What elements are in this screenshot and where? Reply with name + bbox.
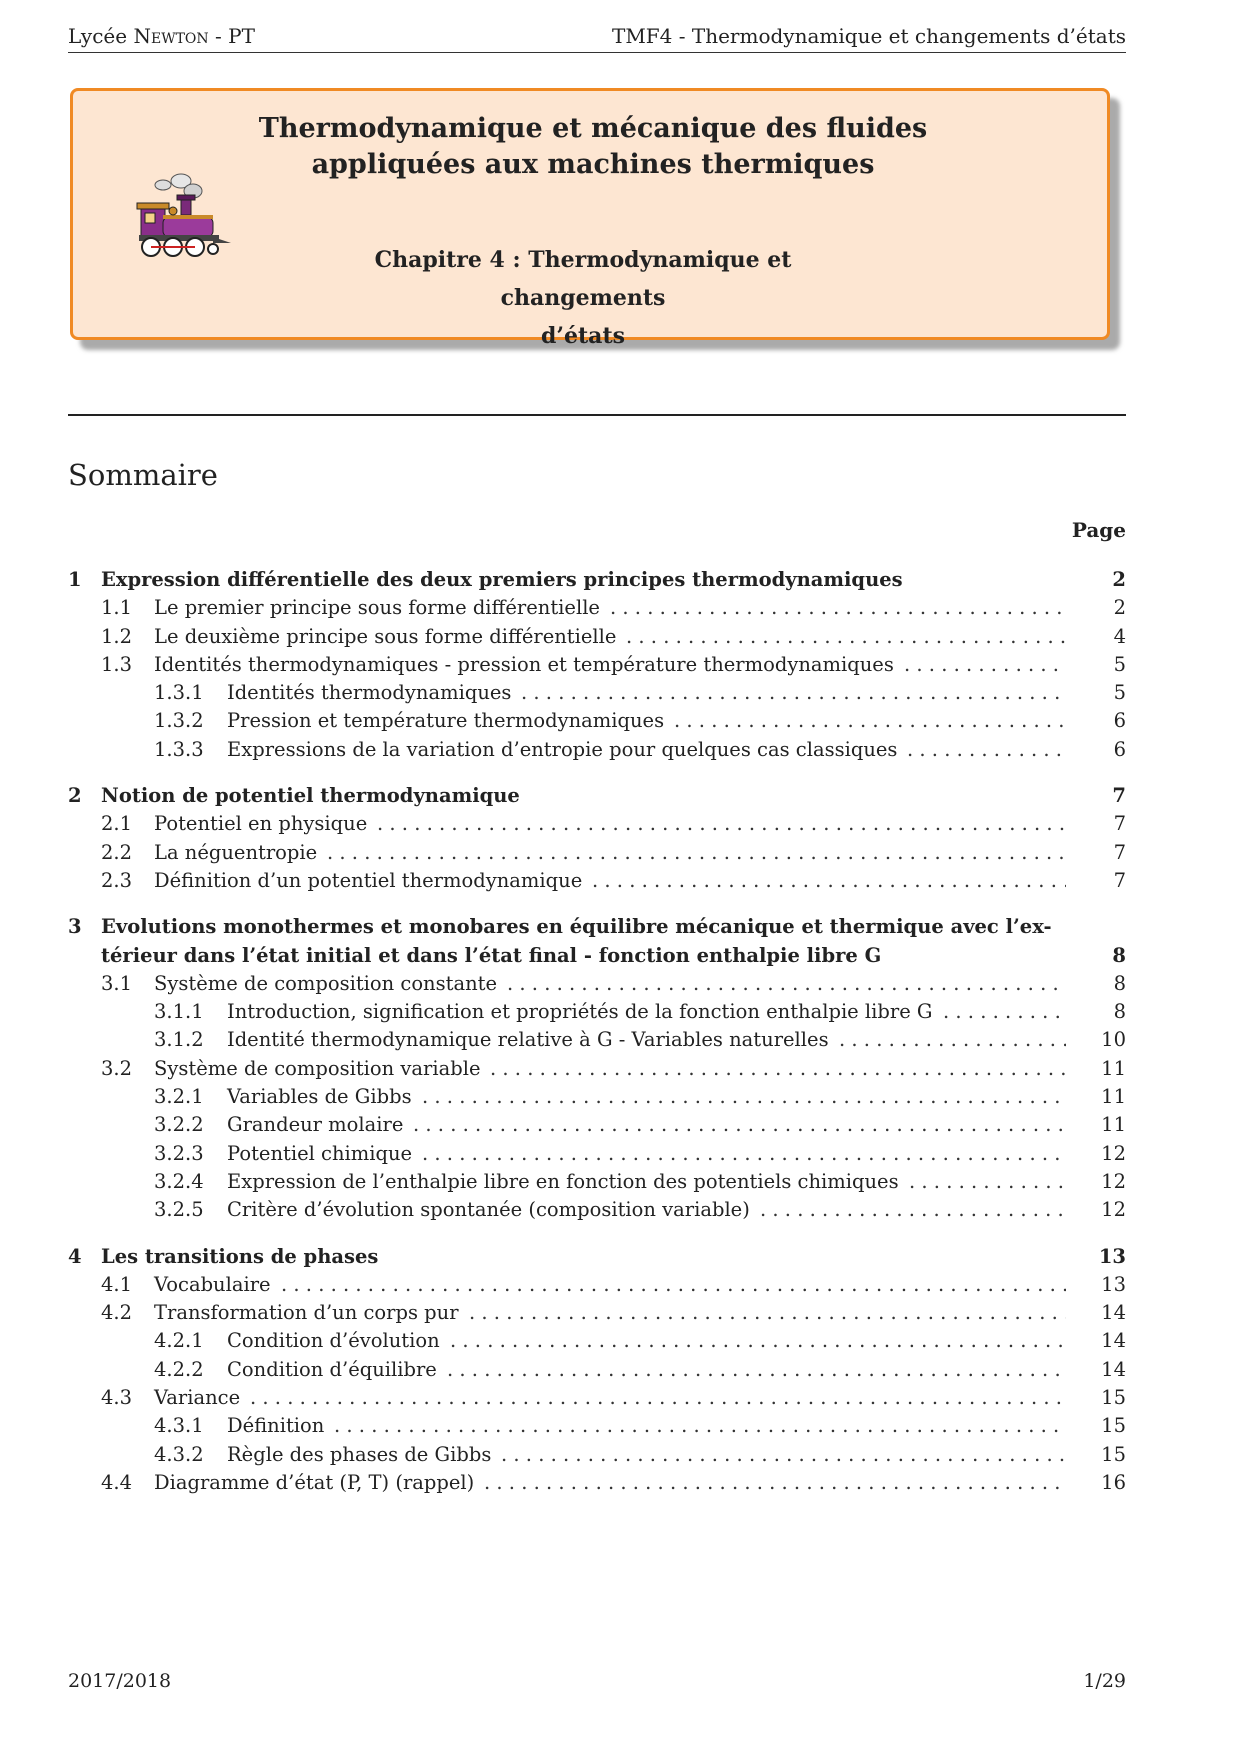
toc-entry-page: 8: [1113, 1000, 1126, 1024]
toc-subsection-entry[interactable]: [68, 736, 1126, 764]
toc-entry-page: 13: [1101, 1272, 1126, 1296]
toc-entry-number: 1: [68, 568, 82, 591]
toc-entry-page: 15: [1101, 1386, 1126, 1410]
toc-subsection-entry[interactable]: [68, 1111, 1126, 1139]
header-course: TMF4 - Thermodynamique et changements d’états: [611, 24, 1126, 48]
leader-dots: [447, 1356, 1066, 1384]
header-school: Lycée Newton - PT: [68, 24, 255, 48]
toc-entry-number: 4.3.1: [154, 1414, 204, 1438]
toc-entry-page: 11: [1101, 1085, 1126, 1109]
toc-entry-page: 11: [1101, 1113, 1126, 1137]
toc-entry-number: 1.3.3: [154, 737, 204, 761]
header-rule: [68, 52, 1126, 53]
toc-entry-page: 5: [1113, 652, 1126, 676]
toc-entry-title: Condition d’évolution: [227, 1329, 446, 1352]
toc-entry-title: Définition: [227, 1414, 330, 1437]
toc-entry-page: 14: [1101, 1357, 1126, 1381]
toc-subsection-entry[interactable]: [68, 679, 1126, 707]
toc-entry-title: Evolutions monothermes et monobares en équilibre mécanique et thermique avec l’ex-: [101, 915, 1058, 938]
title-box: [70, 88, 1110, 349]
toc-entry-page: 6: [1113, 737, 1126, 761]
toc-entry-title: Notion de potentiel thermodynamique: [101, 784, 526, 807]
toc-entry-number: 3.2.2: [154, 1113, 204, 1137]
toc-entry-page: 6: [1113, 709, 1126, 733]
toc-entry-number: 4.3.2: [154, 1442, 204, 1466]
toc-page-label: Page: [1071, 518, 1126, 542]
toc-subsection-entry[interactable]: [68, 1299, 1126, 1327]
leader-dots: [490, 1055, 1066, 1083]
toc-subsection-entry[interactable]: [68, 1469, 1126, 1497]
toc-entry-title: Introduction, signification et propriétés de la fonction enthalpie libre G: [227, 1000, 939, 1023]
toc-entry-page: 15: [1101, 1442, 1126, 1466]
section-rule: [68, 414, 1126, 416]
toc-entry-number: 3.1.1: [154, 1000, 204, 1024]
toc-entry-number: 3.2.4: [154, 1169, 204, 1193]
leader-dots: [281, 1271, 1066, 1299]
toc-subsection-entry[interactable]: [68, 1356, 1126, 1384]
toc-entry-number: 2: [68, 784, 82, 808]
toc-entry-page: 7: [1113, 868, 1126, 892]
toc-entry-title: Identités thermodynamiques: [227, 681, 517, 704]
toc-section-entry[interactable]: [68, 942, 1126, 970]
toc-entry-page: 14: [1101, 1329, 1126, 1353]
toc-entry-title: Vocabulaire: [154, 1273, 277, 1296]
toc-entry-number: 3.1: [101, 971, 133, 995]
toc-entry-page: 4: [1113, 624, 1126, 648]
footer-year: 2017/2018: [68, 1670, 172, 1692]
toc-subsection-entry[interactable]: [68, 594, 1126, 622]
toc-entry-title: Le deuxième principe sous forme différentielle: [154, 625, 622, 648]
toc-subsection-entry[interactable]: [68, 1412, 1126, 1440]
leader-dots: [674, 707, 1066, 735]
toc-section: [68, 566, 1126, 764]
toc-subsection-entry[interactable]: [68, 970, 1126, 998]
leader-dots: [501, 1441, 1066, 1469]
leader-dots: [592, 867, 1066, 895]
toc-entry-number: 3.1.2: [154, 1028, 204, 1052]
toc-entry-number: 3.2.5: [154, 1198, 204, 1222]
toc-entry-number: 2.1: [101, 812, 133, 836]
toc-entry-title: Pression et température thermodynamiques: [227, 709, 670, 732]
leader-dots: [943, 998, 1066, 1026]
toc-entry-title: Système de composition constante: [154, 972, 503, 995]
leader-dots: [907, 736, 1066, 764]
toc-entry-number: 3.2.3: [154, 1141, 204, 1165]
leader-dots: [610, 594, 1066, 622]
toc-section: [68, 1243, 1126, 1498]
leader-dots: [377, 810, 1066, 838]
toc-entry-title: Identités thermodynamiques - pression et température thermodynamiques: [154, 653, 900, 676]
toc-entry-title: Potentiel chimique: [227, 1142, 418, 1165]
toc-entry-title: Expression de l’enthalpie libre en fonction des potentiels chimiques: [227, 1170, 905, 1193]
toc-subsection-entry[interactable]: [68, 1196, 1126, 1224]
toc-entry-title: Potentiel en physique: [154, 812, 373, 835]
toc-entry-title: Expressions de la variation d’entropie pour quelques cas classiques: [227, 738, 903, 761]
toc-subsection-entry[interactable]: [68, 1055, 1126, 1083]
leader-dots: [839, 1026, 1066, 1054]
leader-dots: [626, 623, 1066, 651]
toc-section: [68, 913, 1126, 1224]
toc-section-entry[interactable]: [68, 782, 1126, 810]
toc-entry-page: 7: [1113, 812, 1126, 836]
leader-dots: [413, 1111, 1066, 1139]
leader-dots: [450, 1327, 1066, 1355]
toc-subsection-entry[interactable]: [68, 1140, 1126, 1168]
toc-entry-page: 7: [1113, 840, 1126, 864]
toc-subsection-entry[interactable]: [68, 998, 1126, 1026]
toc-subsection-entry[interactable]: [68, 1083, 1126, 1111]
toc-section-entry[interactable]: [68, 913, 1126, 941]
steam-locomotive-icon: [133, 171, 243, 271]
leader-dots: [422, 1083, 1066, 1111]
leader-dots: [250, 1384, 1066, 1412]
toc-entry-title: Le premier principe sous forme différentielle: [154, 596, 606, 619]
leader-dots: [507, 970, 1066, 998]
table-of-contents: [68, 566, 1126, 1515]
toc-section: [68, 782, 1126, 895]
leader-dots: [327, 839, 1066, 867]
toc-entry-number: 4.4: [101, 1470, 133, 1494]
toc-entry-number: 4.2: [101, 1301, 133, 1325]
toc-entry-page: 7: [1112, 784, 1126, 808]
toc-entry-number: 2.3: [101, 868, 133, 892]
toc-subsection-entry[interactable]: [68, 1168, 1126, 1196]
leader-dots: [469, 1299, 1066, 1327]
leader-dots: [760, 1196, 1066, 1224]
toc-entry-title: Grandeur molaire: [227, 1113, 409, 1136]
header-school-name: Newton: [133, 24, 209, 48]
toc-entry-number: 1.3.2: [154, 709, 204, 733]
toc-entry-number: 1.1: [101, 596, 133, 620]
toc-section-entry[interactable]: [68, 566, 1126, 594]
toc-section-entry[interactable]: [68, 1243, 1126, 1271]
toc-entry-number: 4.3: [101, 1386, 133, 1410]
toc-heading: Sommaire: [68, 458, 218, 492]
toc-entry-number: 4.1: [101, 1272, 133, 1296]
leader-dots: [334, 1412, 1066, 1440]
toc-entry-page: 5: [1113, 681, 1126, 705]
toc-subsection-entry[interactable]: [68, 1271, 1126, 1299]
toc-entry-title: Définition d’un potentiel thermodynamique: [154, 869, 588, 892]
toc-entry-title: Règle des phases de Gibbs: [227, 1443, 497, 1466]
toc-entry-title: Expression différentielle des deux premiers principes thermodynamiques: [101, 568, 909, 591]
toc-entry-title: Transformation d’un corps pur: [154, 1301, 465, 1324]
toc-entry-title: Variables de Gibbs: [227, 1085, 418, 1108]
chapter-title: Chapitre 4 : Thermodynamique et changements d’états: [374, 247, 792, 349]
leader-dots: [422, 1140, 1066, 1168]
toc-entry-number: 4.2.1: [154, 1329, 204, 1353]
toc-entry-page: 10: [1101, 1028, 1126, 1052]
toc-entry-page: 12: [1101, 1141, 1126, 1165]
toc-entry-number: 3: [68, 915, 82, 939]
toc-entry-number: 3.2: [101, 1056, 133, 1080]
toc-entry-number: 4.2.2: [154, 1357, 204, 1381]
toc-entry-page: 15: [1101, 1414, 1126, 1438]
leader-dots: [909, 1168, 1066, 1196]
toc-subsection-entry[interactable]: [68, 839, 1126, 867]
toc-entry-title: Identité thermodynamique relative à G - Variables naturelles: [227, 1028, 835, 1051]
main-title: Thermodynamique et mécanique des fluides appliquées aux machines thermiques: [258, 113, 928, 180]
footer-page-number: 1/29: [1083, 1670, 1126, 1692]
toc-entry-number: 2.2: [101, 840, 133, 864]
toc-entry-page: 14: [1101, 1301, 1126, 1325]
toc-subsection-entry[interactable]: [68, 1327, 1126, 1355]
toc-entry-page: 12: [1101, 1198, 1126, 1222]
toc-entry-page: 2: [1113, 596, 1126, 620]
toc-entry-title: Critère d’évolution spontanée (composition variable): [227, 1198, 756, 1221]
toc-entry-page: 12: [1101, 1169, 1126, 1193]
toc-entry-number: 1.2: [101, 624, 133, 648]
toc-entry-page: 8: [1112, 943, 1126, 967]
toc-entry-title: Système de composition variable: [154, 1057, 486, 1080]
toc-entry-page: 2: [1112, 568, 1126, 591]
toc-subsection-entry[interactable]: [68, 1384, 1126, 1412]
toc-entry-number: 1.3: [101, 652, 133, 676]
toc-entry-page: 11: [1101, 1056, 1126, 1080]
toc-subsection-entry[interactable]: [68, 623, 1126, 651]
leader-dots: [904, 651, 1066, 679]
toc-entry-title: Condition d’équilibre: [227, 1358, 443, 1381]
toc-entry-number: 4: [68, 1244, 82, 1268]
toc-subsection-entry[interactable]: [68, 707, 1126, 735]
toc-entry-number: 3.2.1: [154, 1085, 204, 1109]
toc-subsection-entry[interactable]: [68, 867, 1126, 895]
toc-subsection-entry[interactable]: [68, 810, 1126, 838]
leader-dots: [521, 679, 1066, 707]
toc-entry-title: Diagramme d’état (P, T) (rappel): [154, 1471, 480, 1494]
toc-entry-page: 16: [1101, 1470, 1126, 1494]
toc-entry-number: 1.3.1: [154, 681, 204, 705]
toc-entry-title: térieur dans l’état initial et dans l’état final - fonction enthalpie libre G: [101, 944, 887, 967]
leader-dots: [484, 1469, 1066, 1497]
toc-entry-title: La néguentropie: [154, 841, 323, 864]
toc-entry-page: 8: [1113, 971, 1126, 995]
toc-entry-page: 13: [1098, 1244, 1126, 1268]
toc-entry-title: Les transitions de phases: [101, 1245, 384, 1268]
toc-subsection-entry[interactable]: [68, 1026, 1126, 1054]
toc-subsection-entry[interactable]: [68, 1441, 1126, 1469]
toc-entry-title: Variance: [154, 1386, 246, 1409]
toc-subsection-entry[interactable]: [68, 651, 1126, 679]
